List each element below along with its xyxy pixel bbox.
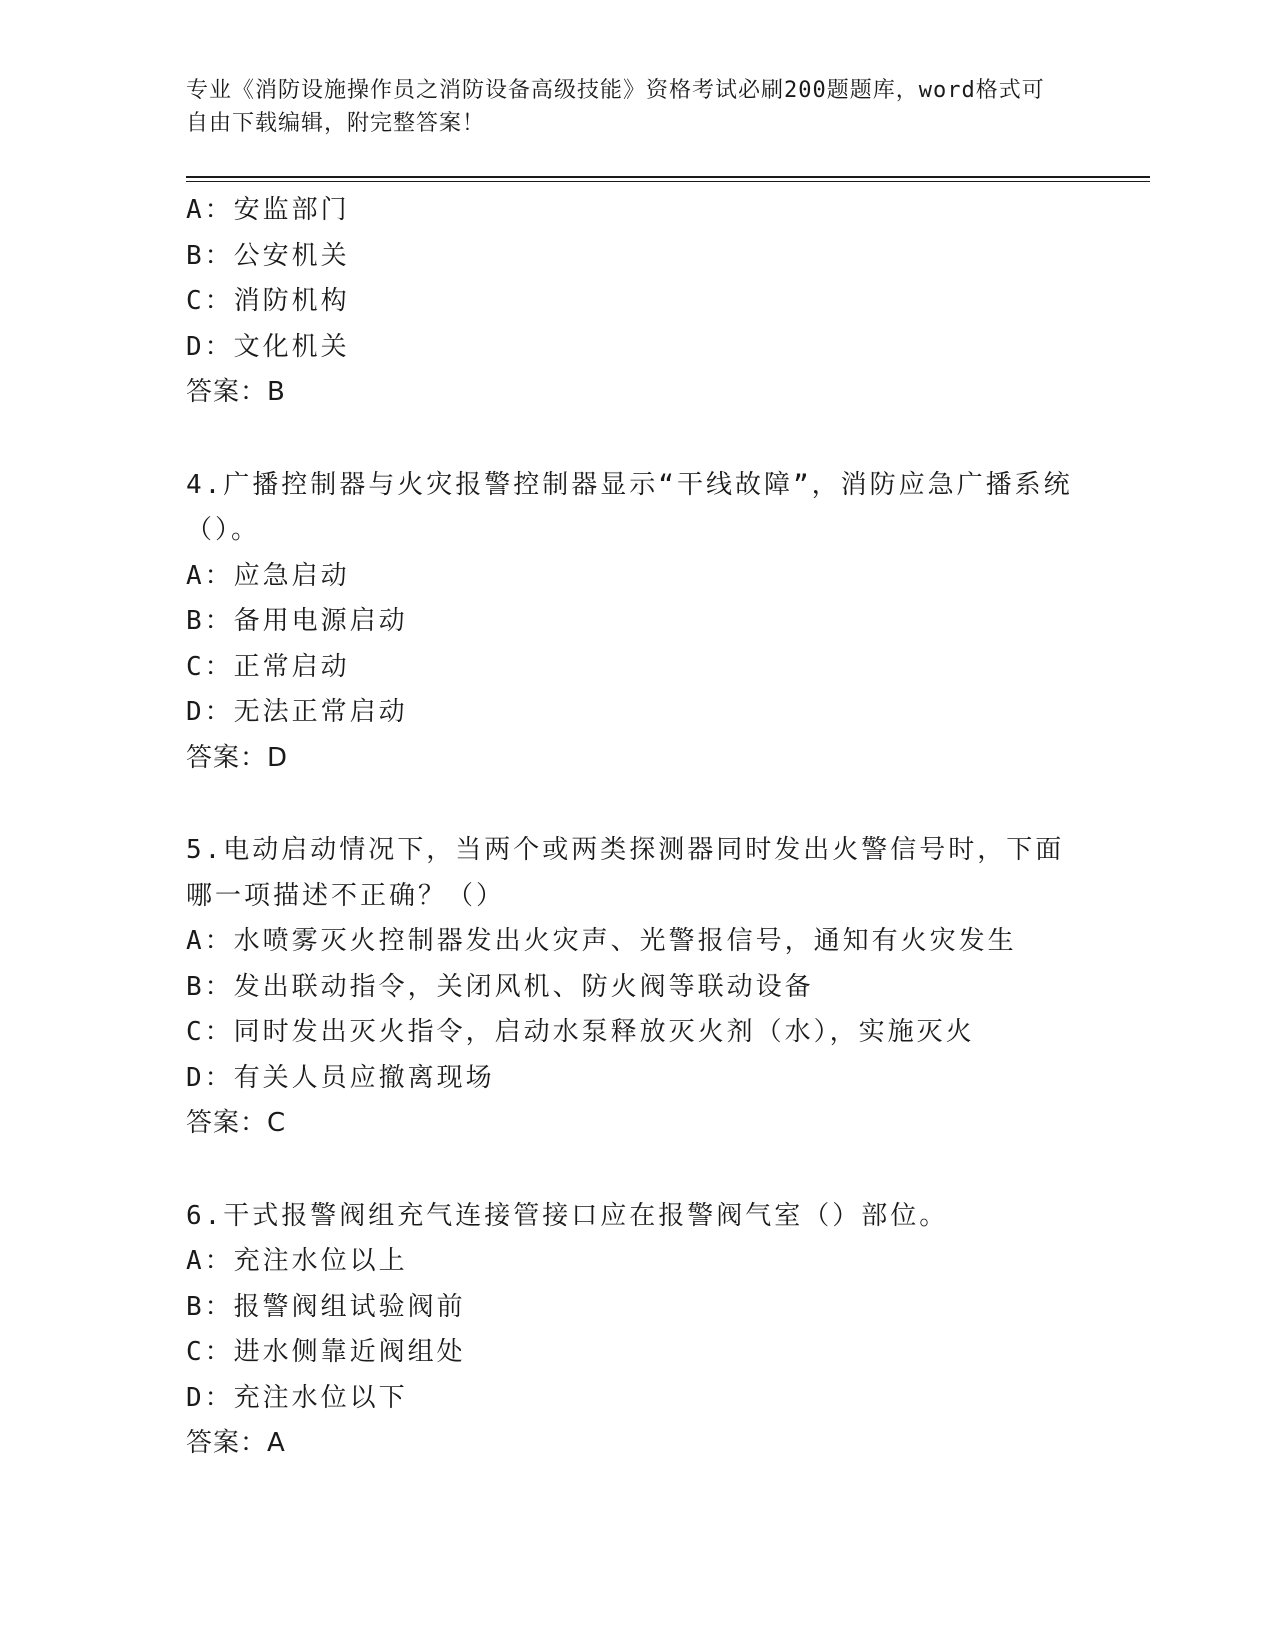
answer-line: 答案：B bbox=[186, 377, 286, 407]
option-d: D：有关人员应撤离现场 bbox=[186, 1062, 495, 1093]
question-list bbox=[186, 188, 1086, 1467]
question-block-4 bbox=[186, 463, 1086, 782]
header-divider bbox=[186, 176, 1150, 182]
option-b: B：公安机关 bbox=[186, 240, 350, 271]
option-d: D：充注水位以下 bbox=[186, 1382, 408, 1413]
question-block-5 bbox=[186, 828, 1086, 1147]
option-d: D：无法正常启动 bbox=[186, 697, 408, 727]
question-stem: 4.广播控制器与火灾报警控制器显示“干线故障”，消防应急广播系统（）。 bbox=[186, 469, 1073, 545]
option-c: C：消防机构 bbox=[186, 286, 350, 316]
option-c: C：进水侧靠近阀组处 bbox=[186, 1337, 466, 1367]
answer-line: 答案：D bbox=[186, 742, 289, 773]
answer-line: 答案：A bbox=[186, 1428, 286, 1458]
option-a: A：水喷雾灭火控制器发出火灾声、光警报信号，通知有火灾发生 bbox=[186, 926, 1017, 956]
option-b: B：发出联动指令，关闭风机、防火阀等联动设备 bbox=[186, 971, 814, 1002]
question-block-6 bbox=[186, 1194, 1086, 1467]
option-d: D：文化机关 bbox=[186, 331, 350, 362]
question-stem: 6.干式报警阀组充气连接管接口应在报警阀气室（）部位。 bbox=[186, 1200, 949, 1231]
answer-line: 答案：C bbox=[186, 1108, 287, 1138]
document-header: 专业《消防设施操作员之消防设备高级技能》资格考试必刷200题题库，word格式可自由下载编辑，附完整答案！ bbox=[186, 78, 1045, 136]
option-a: A：充注水位以上 bbox=[186, 1246, 408, 1276]
option-c: C：同时发出灭火指令，启动水泵释放灭火剂（水），实施灭火 bbox=[186, 1017, 975, 1047]
option-b: B：备用电源启动 bbox=[186, 606, 408, 636]
option-b: B：报警阀组试验阀前 bbox=[186, 1291, 466, 1322]
question-block-3 bbox=[186, 188, 1086, 416]
question-stem: 5.电动启动情况下，当两个或两类探测器同时发出火警信号时，下面哪一项描述不正确？（） bbox=[186, 835, 1065, 911]
option-a: A：应急启动 bbox=[186, 560, 350, 591]
option-c: C：正常启动 bbox=[186, 651, 350, 682]
option-a: A：安监部门 bbox=[186, 195, 350, 225]
